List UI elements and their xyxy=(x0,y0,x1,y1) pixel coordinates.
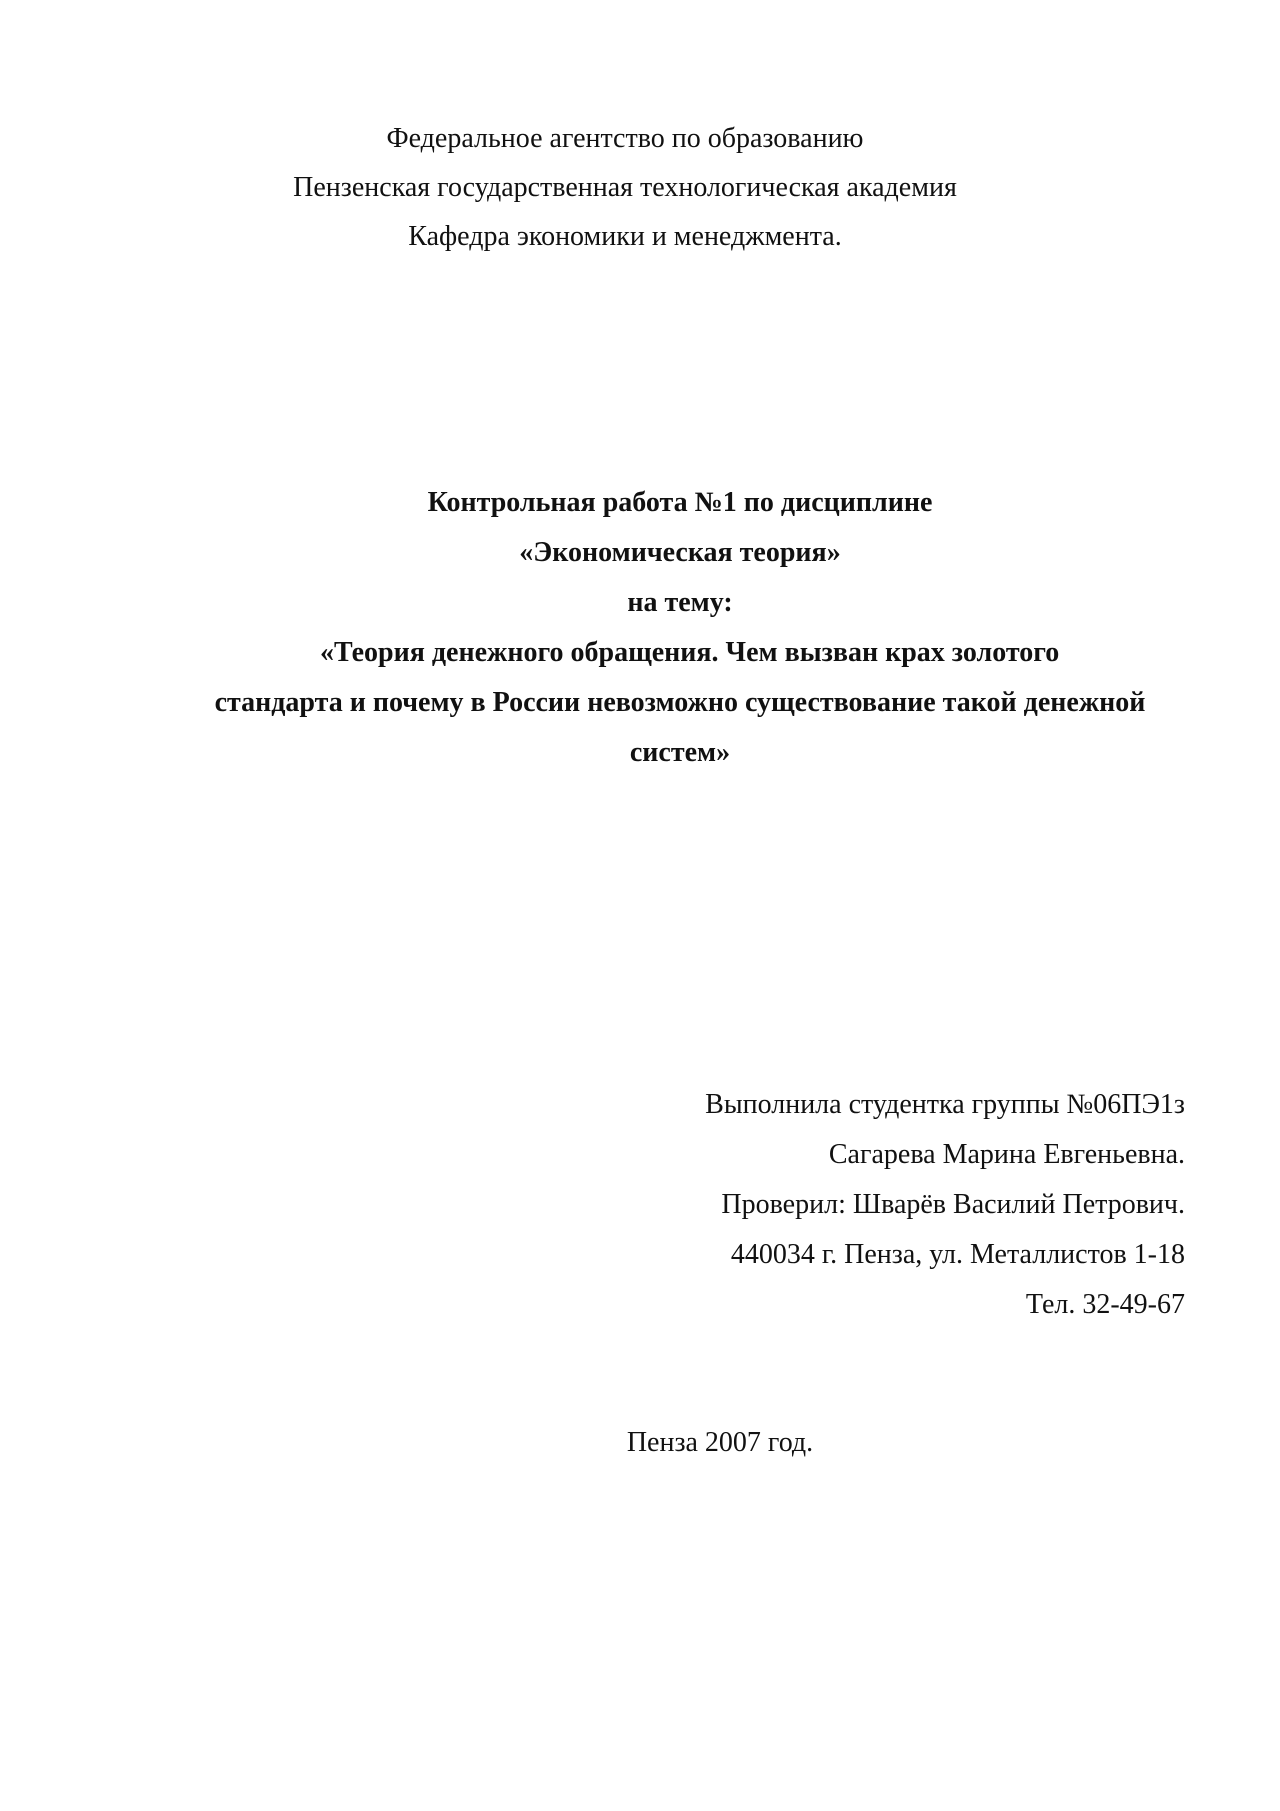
performed-by: Выполнила студентка группы №06ПЭ1з xyxy=(705,1089,1185,1120)
topic-line-1: «Теория денежного обращения. Чем вызван крах золотого xyxy=(320,637,1060,668)
phone: Тел. 32-49-67 xyxy=(1025,1289,1185,1320)
institution-header xyxy=(200,114,1050,261)
topic-label: на тему: xyxy=(627,587,733,618)
academy-name: Пензенская государственная технологическая академия xyxy=(293,172,957,203)
agency-name: Федеральное агентство по образованию xyxy=(386,123,864,154)
department-name: Кафедра экономики и менеджмента. xyxy=(408,221,842,252)
student-name: Сагарева Марина Евгеньевна. xyxy=(828,1139,1185,1170)
discipline-name: «Экономическая теория» xyxy=(519,537,841,568)
topic-line-2: стандарта и почему в России невозможно существование такой денежной xyxy=(214,687,1146,718)
author-info xyxy=(560,1080,1185,1330)
topic-line-3: систем» xyxy=(629,737,731,768)
checked-by: Проверил: Шварёв Василий Петрович. xyxy=(721,1189,1185,1220)
work-title-block xyxy=(180,478,1180,778)
work-title: Контрольная работа №1 по дисциплине xyxy=(427,487,933,518)
city-year: Пенза 2007 год. xyxy=(626,1427,814,1458)
address: 440034 г. Пенза, ул. Металлистов 1-18 xyxy=(730,1239,1185,1270)
